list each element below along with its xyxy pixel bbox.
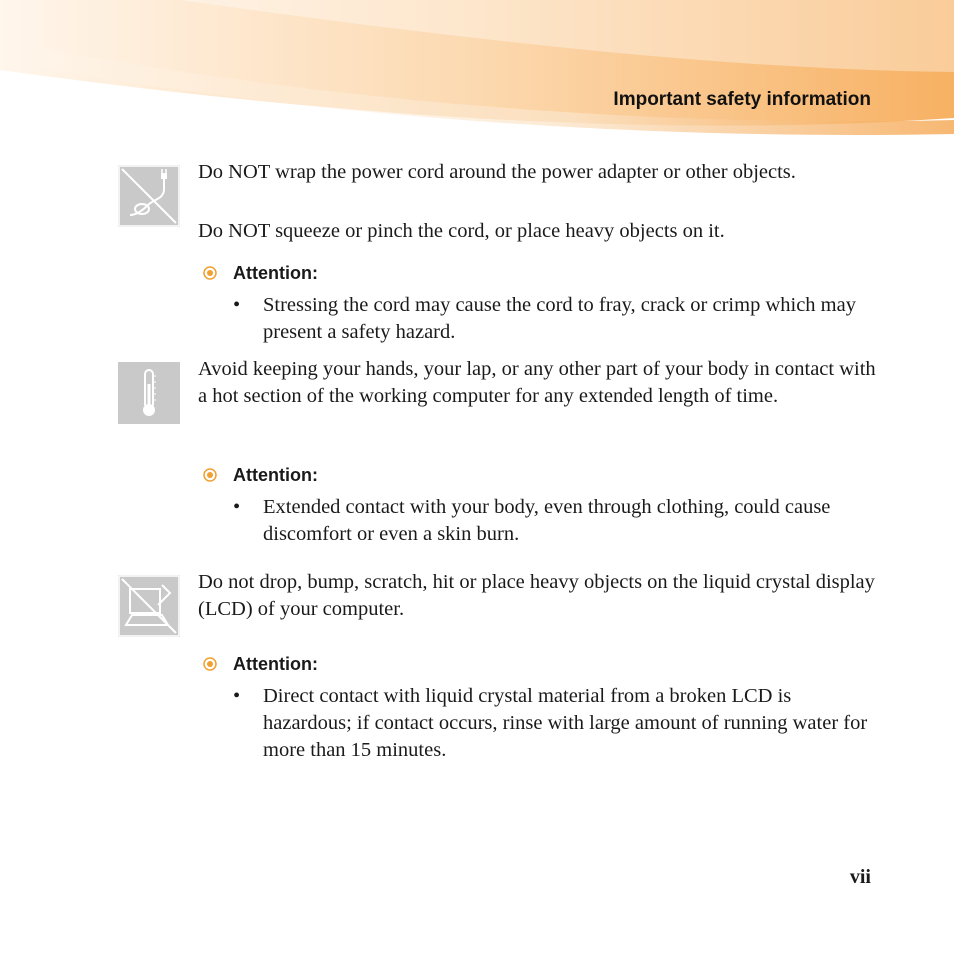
attention-label: Attention: [233,654,318,674]
header-banner [0,0,954,150]
bullet-dot: • [233,294,241,316]
lcd-no-pressure-icon [118,575,180,637]
list-item-text: Extended contact with your body, even through clothing, could cause discomfort or even a skin burn. [263,496,831,545]
attention-label: Attention: [233,263,318,283]
list-item [233,683,873,764]
list-item [233,494,873,548]
attention-heading [203,262,318,284]
paragraph: Do NOT squeeze or pinch the cord, or place heavy objects on it. [198,220,725,242]
attention-bullet-icon [203,468,217,482]
bullet-dot: • [233,496,241,518]
list-item [233,292,873,346]
attention-bullet-icon [203,266,217,280]
paragraph: Do not drop, bump, scratch, hit or place heavy objects on the liquid crystal display (LCD) of your computer. [198,571,875,620]
list-item-text: Stressing the cord may cause the cord to fray, crack or crimp which may present a safety hazard. [263,294,856,343]
bullet-dot: • [233,685,241,707]
attention-bullet-icon [203,657,217,671]
thermometer-icon [118,362,180,424]
power-cord-no-wrap-icon [118,165,180,227]
header-title: Important safety information [613,89,871,110]
page-number: vii [849,866,871,888]
attention-heading [203,653,318,675]
paragraph: Do NOT wrap the power cord around the power adapter or other objects. [198,161,796,183]
attention-label: Attention: [233,465,318,485]
paragraph: Avoid keeping your hands, your lap, or any other part of your body in contact with a hot section of the working computer for any extended length of time. [198,358,876,407]
list-item-text: Direct contact with liquid crystal material from a broken LCD is hazardous; if contact occurs, rinse with large amount of running water for more than 15 minutes. [263,685,868,761]
attention-heading [203,464,318,486]
